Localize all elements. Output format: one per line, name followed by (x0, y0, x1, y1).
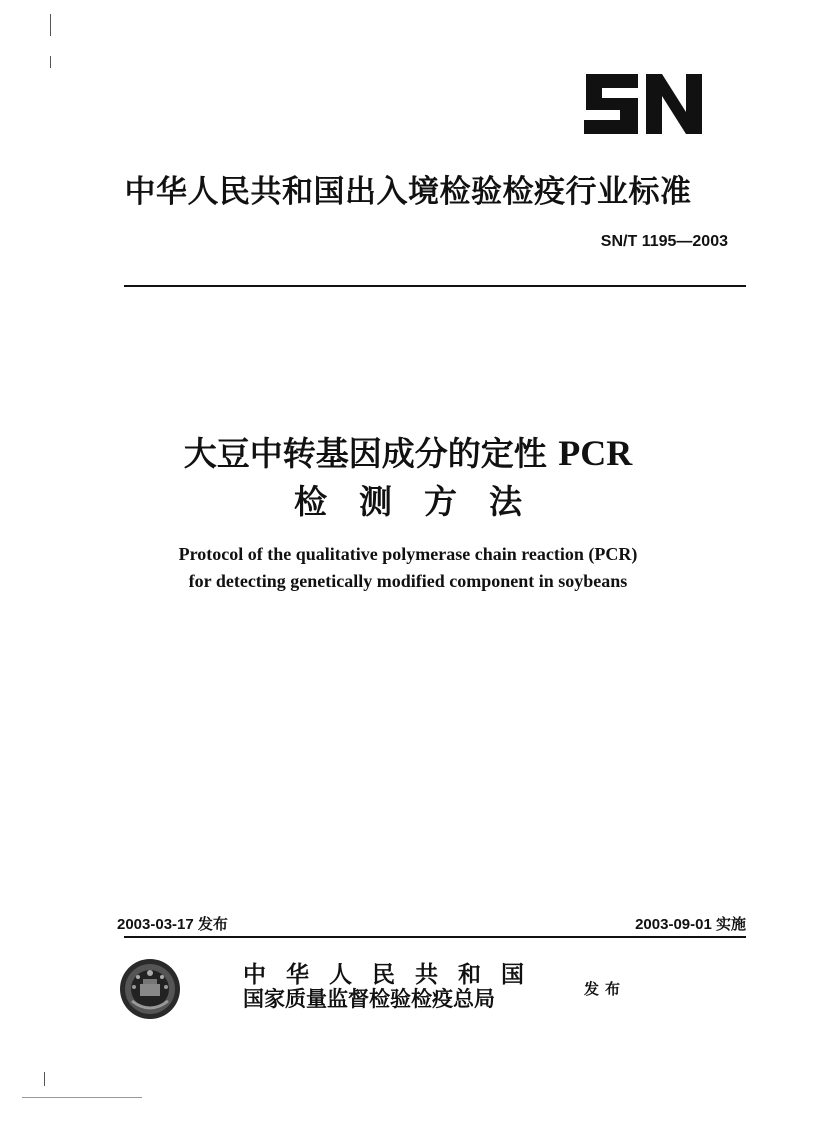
issue-date: 2003-03-17 发布 (117, 916, 228, 933)
publisher-line2: 国家质量监督检验检疫总局 (243, 986, 495, 1011)
publish-label: 发布 (584, 980, 627, 998)
title-en-line1: Protocol of the qualitative polymerase chain reaction (PCR) (178, 544, 638, 564)
industry-standard-title: 中华人民共和国出入境检验检疫行业标准 (124, 174, 692, 210)
footer-divider (124, 936, 746, 938)
title-cn-line2: 检测方法 (294, 482, 554, 521)
header-divider (124, 285, 746, 287)
title-cn-line1-text: 大豆中转基因成分的定性 (183, 434, 547, 473)
sn-logo (580, 70, 705, 138)
title-en-line2: for detecting genetically modified component in soybeans (188, 571, 628, 591)
national-emblem-seal (118, 957, 182, 1021)
title-cn-line1 (0, 428, 816, 475)
implementation-date: 2003-09-01 实施 (635, 916, 746, 933)
scan-mark (50, 56, 51, 68)
standard-number: SN/T 1195—2003 (600, 233, 728, 250)
scan-mark (50, 14, 51, 36)
publisher-line1: 中华人民共和国 (243, 961, 544, 988)
scan-mark (44, 1072, 45, 1086)
scan-mark (22, 1097, 142, 1098)
title-cn-line1-pcr: PCR (558, 433, 633, 473)
